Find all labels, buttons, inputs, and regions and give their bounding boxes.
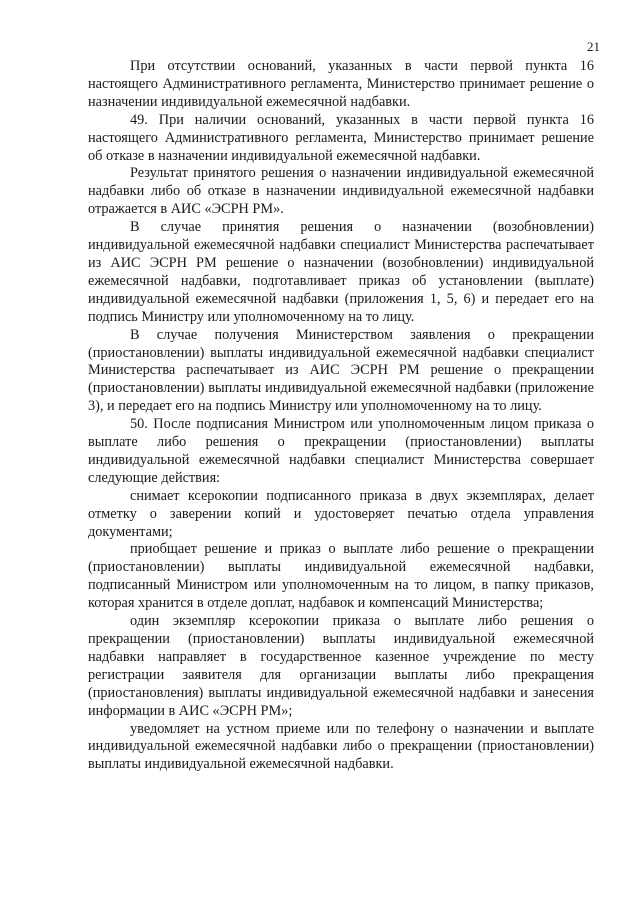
paragraph: приобщает решение и приказ о выплате либо решение о прекращении (приостановлении) выплаты индивидуальной ежемесячной надбавки, подписанный Министром или уполномоченным на то лицом, в папку приказов, которая хранится в отделе доплат, надбавок и компенсаций Министерства; xyxy=(88,541,594,612)
paragraph: снимает ксерокопии подписанного приказа в двух экземплярах, делает отметку о заверении копий и удостоверяет печатью отдела управления документами; xyxy=(88,487,594,540)
paragraph: В случае получения Министерством заявления о прекращении (приостановлении) выплаты индивидуальной ежемесячной надбавки специалист Министерства распечатывает из АИС ЭСРН РМ решение о прекращении (приостановлении) выплаты индивидуальной ежемесячной надбавки (приложение 3), и передает его на подпись Министру или уполномоченному на то лицу. xyxy=(88,326,594,415)
paragraph: Результат принятого решения о назначении индивидуальной ежемесячной надбавки либо об отказе в назначении индивидуальной ежемесячной надбавки отражается в АИС «ЭСРН РМ». xyxy=(88,165,594,218)
paragraph: 49. При наличии оснований, указанных в части первой пункта 16 настоящего Административного регламента, Министерство принимает решение об отказе в назначении индивидуальной ежемесячной надбавки. xyxy=(88,111,594,164)
paragraph: 50. После подписания Министром или уполномоченным лицом приказа о выплате либо решения о прекращении (приостановлении) выплаты индивидуальной ежемесячной надбавки специалист Министерства совершает следующие действия: xyxy=(88,416,594,486)
page-number: 21 xyxy=(587,39,600,54)
paragraph: При отсутствии оснований, указанных в части первой пункта 16 настоящего Административного регламента, Министерство принимает решение о назначении индивидуальной ежемесячной надбавки. xyxy=(88,58,594,110)
document-body xyxy=(88,58,594,774)
paragraph: один экземпляр ксерокопии приказа о выплате либо решения о прекращении (приостановлении) выплаты индивидуальной ежемесячной надбавки направляет в государственное казенное учреждение по месту регистрации заявителя для организации выплаты либо прекращения (приостановления) выплаты индивидуальной ежемесячной надбавки и занесения информации в АИС «ЭСРН РМ»; xyxy=(88,613,594,719)
paragraph: уведомляет на устном приеме или по телефону о назначении и выплате индивидуальной ежемесячной надбавки либо о прекращении (приостановлении) выплаты индивидуальной ежемесячной надбавки. xyxy=(88,720,594,773)
paragraph: В случае принятия решения о назначении (возобновлении) индивидуальной ежемесячной надбавки специалист Министерства распечатывает из АИС ЭСРН РМ решение о назначении (возобновлении) индивидуальной ежемесячной надбавки, подготавливает приказ об установлении (выплате) индивидуальной ежемесячной надбавки (приложения 1, 5, 6) и передает его на подпись Министру или уполномоченному на то лицу. xyxy=(88,219,594,325)
